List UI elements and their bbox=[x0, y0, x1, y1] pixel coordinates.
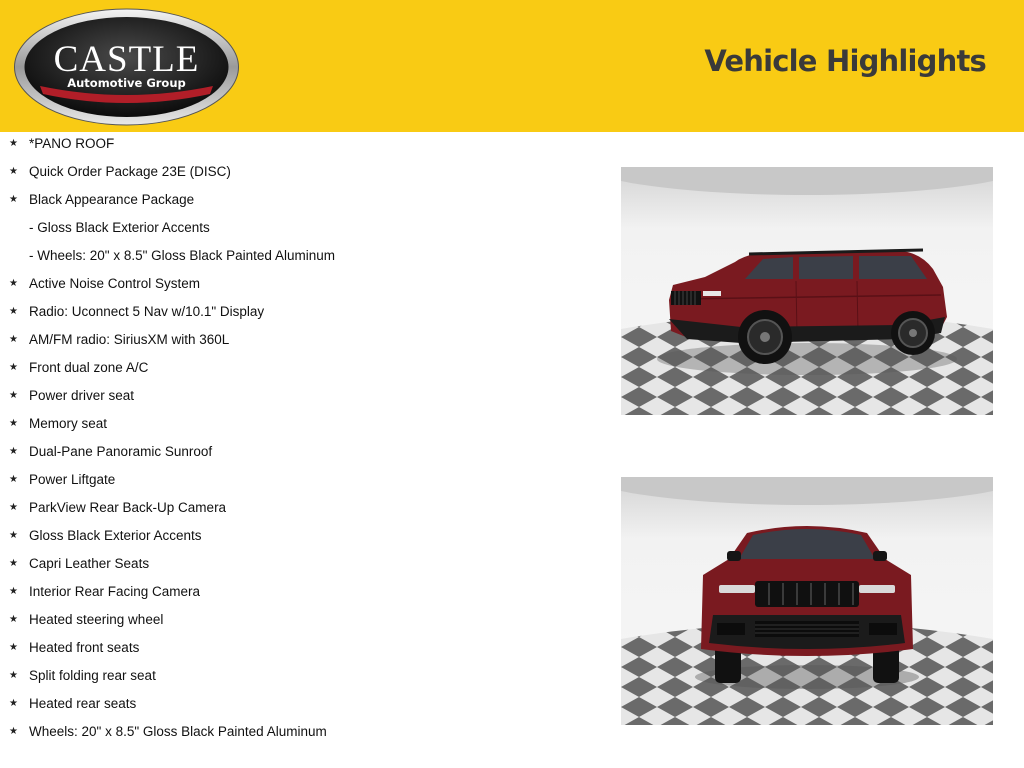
star-icon: ★ bbox=[9, 390, 18, 401]
star-icon: ★ bbox=[9, 558, 18, 569]
feature-label: Power driver seat bbox=[29, 388, 135, 403]
feature-label: Gloss Black Exterior Accents bbox=[29, 528, 202, 543]
feature-label: Active Noise Control System bbox=[29, 276, 201, 291]
feature-item bbox=[0, 300, 600, 328]
feature-label: - Wheels: 20" x 8.5" Gloss Black Painted Aluminum bbox=[29, 248, 335, 263]
feature-item bbox=[0, 384, 600, 412]
star-icon: ★ bbox=[9, 614, 18, 625]
feature-item bbox=[0, 636, 600, 664]
star-icon: ★ bbox=[9, 530, 18, 541]
logo-wordmark: CASTLE bbox=[53, 39, 200, 80]
star-icon: ★ bbox=[9, 642, 18, 653]
feature-item bbox=[0, 496, 600, 524]
feature-item bbox=[0, 216, 600, 244]
star-icon: ★ bbox=[9, 474, 18, 485]
star-icon: ★ bbox=[9, 334, 18, 345]
castle-logo bbox=[14, 8, 239, 126]
feature-item bbox=[0, 412, 600, 440]
feature-item bbox=[0, 692, 600, 720]
feature-label: Heated steering wheel bbox=[29, 612, 164, 627]
feature-label: Split folding rear seat bbox=[29, 668, 156, 683]
feature-label: Interior Rear Facing Camera bbox=[29, 584, 201, 599]
feature-item bbox=[0, 356, 600, 384]
feature-item bbox=[0, 440, 600, 468]
feature-item bbox=[0, 580, 600, 608]
page-title: Vehicle Highlights bbox=[704, 44, 986, 78]
star-icon: ★ bbox=[9, 670, 18, 681]
feature-label: Capri Leather Seats bbox=[29, 556, 150, 571]
feature-list bbox=[0, 132, 600, 748]
star-icon: ★ bbox=[9, 138, 18, 149]
feature-item bbox=[0, 552, 600, 580]
feature-item bbox=[0, 468, 600, 496]
feature-item bbox=[0, 132, 600, 160]
feature-label: Memory seat bbox=[29, 416, 108, 431]
feature-label: Dual-Pane Panoramic Sunroof bbox=[29, 444, 213, 459]
feature-item bbox=[0, 720, 600, 748]
star-icon: ★ bbox=[9, 306, 18, 317]
vehicle-side-photo bbox=[621, 167, 993, 415]
feature-label: Radio: Uconnect 5 Nav w/10.1" Display bbox=[29, 304, 265, 319]
star-icon: ★ bbox=[9, 586, 18, 597]
feature-label: Quick Order Package 23E (DISC) bbox=[29, 164, 231, 179]
star-icon: ★ bbox=[9, 362, 18, 373]
star-icon: ★ bbox=[9, 446, 18, 457]
feature-label: - Gloss Black Exterior Accents bbox=[29, 220, 210, 235]
feature-item bbox=[0, 328, 600, 356]
feature-label: AM/FM radio: SiriusXM with 360L bbox=[29, 332, 230, 347]
feature-item bbox=[0, 272, 600, 300]
feature-item bbox=[0, 664, 600, 692]
feature-label: Black Appearance Package bbox=[29, 192, 195, 207]
feature-item bbox=[0, 160, 600, 188]
feature-item bbox=[0, 524, 600, 552]
feature-label: Front dual zone A/C bbox=[29, 360, 149, 375]
feature-label: Wheels: 20" x 8.5" Gloss Black Painted Aluminum bbox=[29, 724, 327, 739]
logo-subtext: Automotive Group bbox=[67, 76, 186, 90]
header-banner bbox=[0, 0, 1024, 132]
star-icon: ★ bbox=[9, 194, 18, 205]
feature-label: Power Liftgate bbox=[29, 472, 116, 487]
feature-item bbox=[0, 608, 600, 636]
star-icon: ★ bbox=[9, 502, 18, 513]
feature-label: ParkView Rear Back-Up Camera bbox=[29, 500, 227, 515]
feature-label: *PANO ROOF bbox=[29, 136, 115, 151]
vehicle-front-photo bbox=[621, 477, 993, 725]
star-icon: ★ bbox=[9, 698, 18, 709]
feature-item bbox=[0, 244, 600, 272]
star-icon: ★ bbox=[9, 726, 18, 737]
feature-label: Heated front seats bbox=[29, 640, 140, 655]
star-icon: ★ bbox=[9, 278, 18, 289]
feature-label: Heated rear seats bbox=[29, 696, 137, 711]
star-icon: ★ bbox=[9, 418, 18, 429]
star-icon: ★ bbox=[9, 166, 18, 177]
feature-item bbox=[0, 188, 600, 216]
